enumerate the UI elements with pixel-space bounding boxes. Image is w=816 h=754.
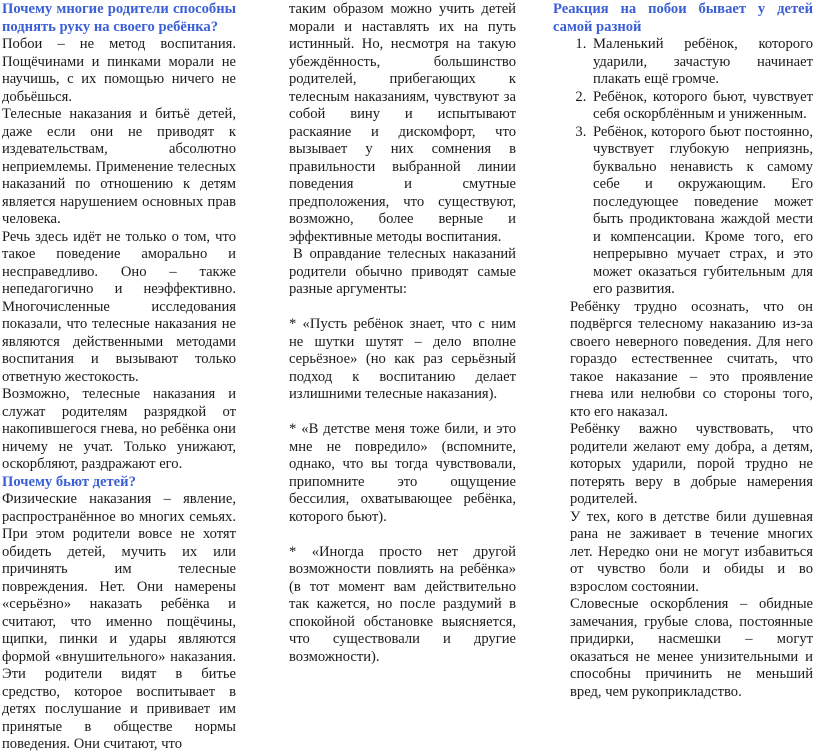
- paragraph: Ребёнку трудно осознать, что он подвёргся телесному наказанию из-за своего неверного поведения. Для него гораздо естественнее считать, что такое наказание – это проявление гнева или нелюбви со стороны того, кто его наказал.: [570, 298, 813, 420]
- reactions-list: [553, 36, 813, 299]
- argument-item: * «Иногда просто нет другой возможности повлиять на ребёнка» (в тот момент вам действительно так кажется, но после раздумий в спокойной обстановке выясняется, что существовали и другие возможности).: [289, 543, 516, 665]
- column-1: [2, 1, 236, 754]
- column-2: [289, 1, 516, 666]
- list-item: 2. Ребёнок, которого бьют, чувствует себя оскорблённым и униженным.: [590, 89, 813, 124]
- paragraph: Побои – не метод воспитания. Пощёчинами и пинками морали не научишь, с их помощью ничего не добьёшься.: [2, 36, 236, 105]
- argument-item: * «Пусть ребёнок знает, что с ним не шутки шутят – дело вполне серьёзное» (но как раз серьёзный подход к воспитанию делает излишними телесные наказания).: [289, 316, 516, 402]
- column-3: [553, 1, 813, 701]
- argument-item: * «В детстве меня тоже били, и это мне не повредило» (вспомните, однако, что вы тогда чувствовали, припомните это ощущение бессилия, охватывающее ребёнка, которого бьют).: [289, 421, 516, 525]
- paragraph: таким образом можно учить детей морали и наставлять их на путь истинный. Но, несмотря на такую убеждённость, большинство родителей, прибегающих к телесным наказаниям, чувствуют за собой вину и испытывают раскаяние и дискомфорт, что вызывает у них сомнения в правильности выбранной линии поведения и смутные предположения, что существуют, возможно, более верные и эффективные методы воспитания.: [289, 1, 516, 245]
- heading-why-parents-hit: Почему многие родители способны поднять руку на своего ребёнка?: [2, 1, 236, 35]
- paragraph: В оправдание телесных наказаний родители обычно приводят самые разные аргументы:: [289, 246, 516, 297]
- paragraph: У тех, кого в детстве били душевная рана не заживает в течение многих лет. Нередко они не могут избавиться от чувство боли и обиды и во взрослом состоянии.: [570, 508, 813, 595]
- paragraph: Ребёнку важно чувствовать, что родители желают ему добра, а детям, которых ударили, порой трудно не потерять веру в добрые намерения родителей.: [570, 421, 813, 507]
- list-item: 3. Ребёнок, которого бьют постоянно, чувствует глубокую неприязнь, буквально ненависть к самому себе и окружающим. Его последующее поведение может быть продиктована жаждой мести и компенсации. Кроме того, его непрерывно мучает страх, и это может оказаться губительным для его развития.: [590, 124, 813, 299]
- heading-reactions: Реакция на побои бывает у детей самой разной: [553, 1, 813, 35]
- heading-why-beat-children: Почему бьют детей?: [2, 473, 136, 490]
- paragraph: Телесные наказания и битьё детей, даже если они не приводят к издевательствам, абсолютно неприемлемы. Применение телесных наказаний по отношению к детям является нарушением основных прав человека.: [2, 106, 236, 227]
- paragraph: Возможно, телесные наказания и служат родителям разрядкой от накопившегося гнева, но ребёнка они ничему не учат. Только унижают, оскорбляют, раздражают его.: [2, 386, 236, 472]
- paragraph: Словесные оскорбления – обидные замечания, грубые слова, постоянные придирки, насмешки – могут оказаться не менее унизительными и способны причинить не меньший вред, чем рукоприкладство.: [570, 596, 813, 700]
- list-item: 1. Маленький ребёнок, которого ударили, зачастую начинает плакать ещё громче.: [590, 36, 813, 89]
- paragraph: Речь здесь идёт не только о том, что такое поведение аморально и несправедливо. Оно – также непедагогично и неэффективно. Многочисленные исследования показали, что телесные наказания не являются действенными методами воспитания и вызывают только ответную жестокость.: [2, 228, 236, 385]
- paragraph: Физические наказания – явление, распространённое во многих семьях. При этом родители вовсе не хотят обидеть детей, мучить их или причинять им телесные повреждения. Нет. Они намерены «серьёзно» наказать ребёнка и считают, что именно пощёчины, щипки, пинки и удары являются формой «внушительного» наказания. Эти родители видят в битье средство, которое воспитывает в детях послушание и прививает им принятые в обществе нормы поведения. Они считают, что: [2, 491, 236, 752]
